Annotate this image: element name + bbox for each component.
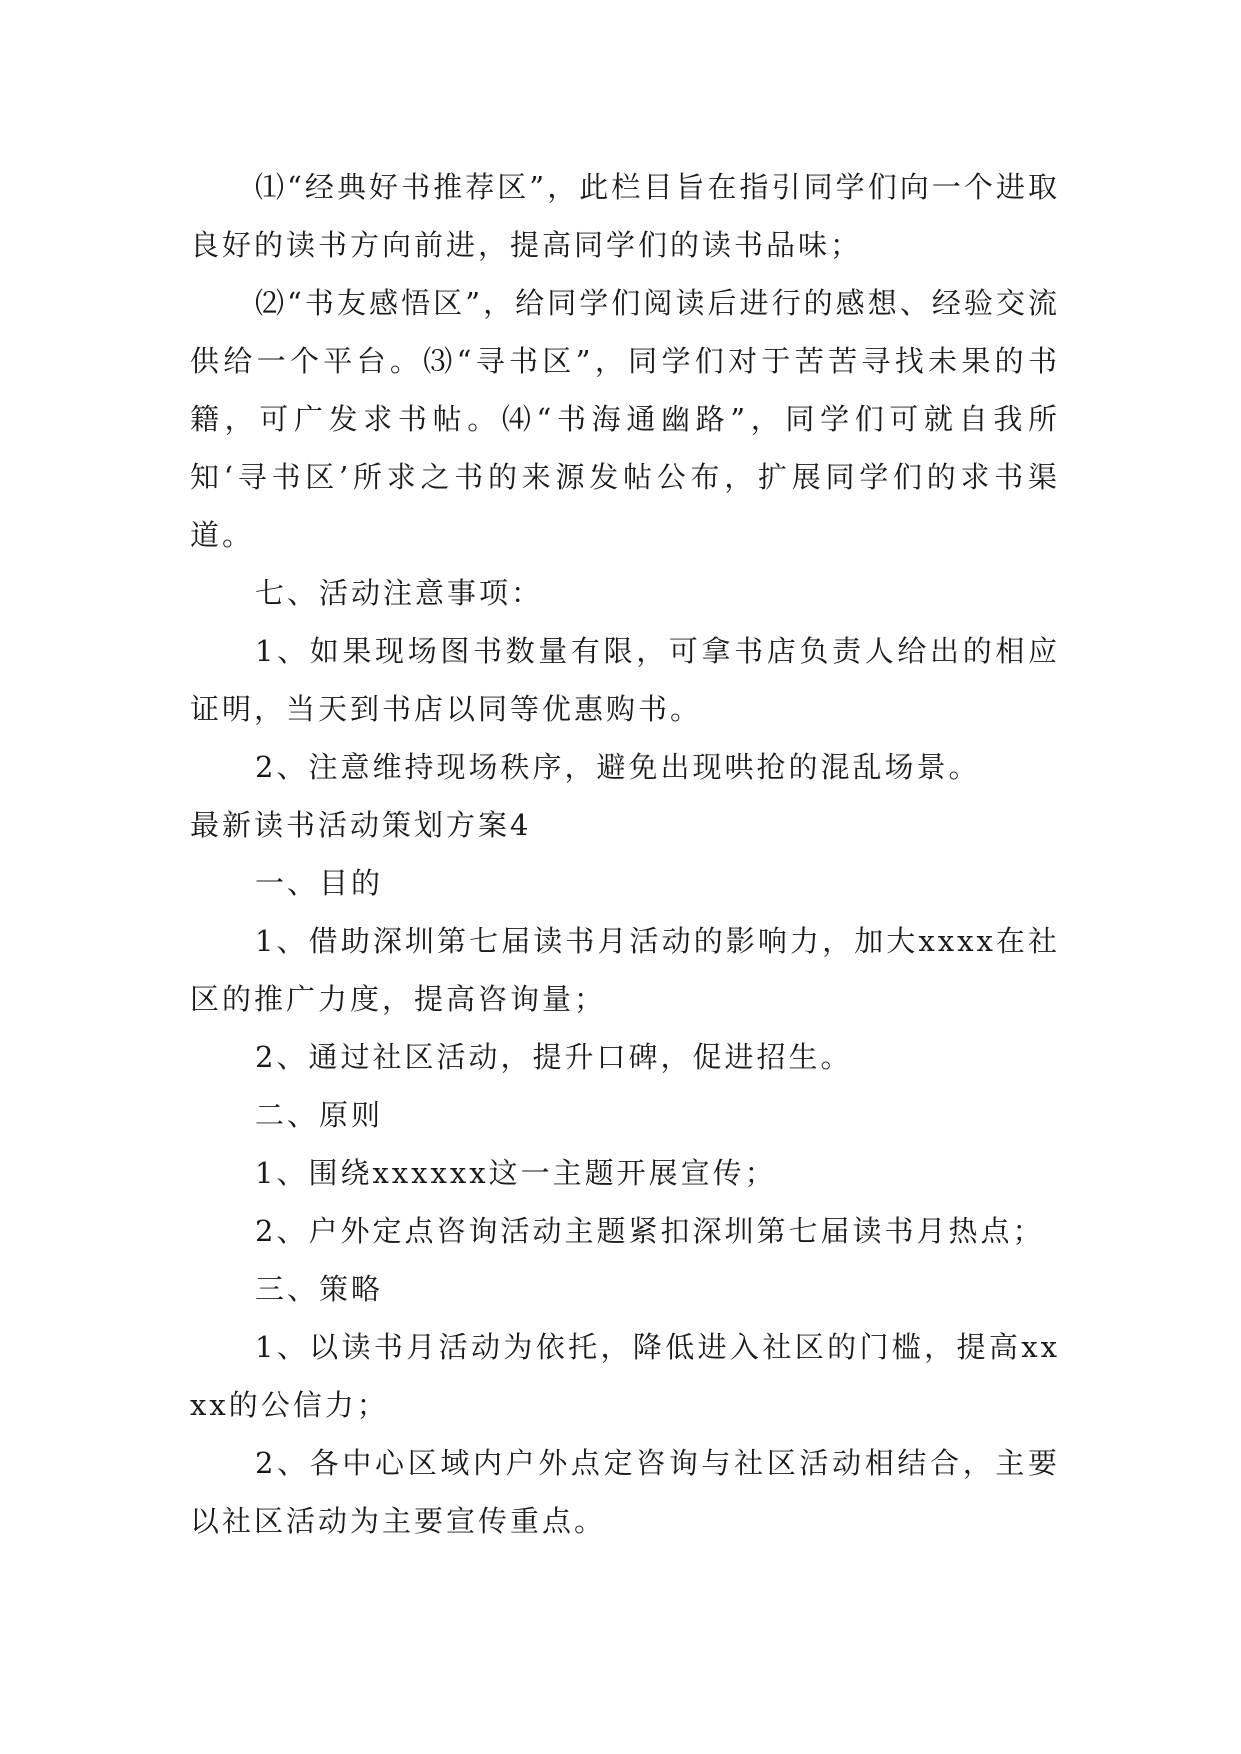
paragraph-note-2: 2、注意维持现场秩序，避免出现哄抢的混乱场景。 [255,750,981,784]
paragraph-section-2-4: ⑵“书友感悟区”，给同学们阅读后进行的感想、经验交流供给一个平台。⑶“寻书区”，同学们对于苦苦寻找未果的书籍，可广发求书帖。⑷“书海通幽路”，同学们可就自我所知‘寻书区’所求之书的来源发帖公布，扩展同学们的求书渠道。 [190,286,1060,552]
paragraph-strategy-2: 2、各中心区域内户外点定咨询与社区活动相结合，主要以社区活动为主要宣传重点。 [190,1446,1060,1538]
heading-principles: 二、原则 [255,1098,384,1132]
paragraph-purpose-2: 2、通过社区活动，提升口碑，促进招生。 [255,1040,853,1074]
paragraph-note-1: 1、如果现场图书数量有限，可拿书店负责人给出的相应证明，当天到书店以同等优惠购书。 [190,634,1060,726]
heading-purpose: 一、目的 [255,866,384,900]
heading-notes: 七、活动注意事项： [255,576,544,610]
document-body [190,158,1060,1550]
heading-strategy: 三、策略 [255,1272,384,1306]
paragraph-purpose-1: 1、借助深圳第七届读书月活动的影响力，加大xxxx在社区的推广力度，提高咨询量； [190,924,1060,1016]
paragraph-principle-2: 2、户外定点咨询活动主题紧扣深圳第七届读书月热点； [255,1214,1045,1248]
paragraph-principle-1: 1、围绕xxxxxx这一主题开展宣传； [255,1156,777,1190]
document-title: 最新读书活动策划方案4 [190,808,532,842]
paragraph-section-1: ⑴“经典好书推荐区”，此栏目旨在指引同学们向一个进取良好的读书方向前进，提高同学们的读书品味； [190,170,1060,262]
paragraph-strategy-1: 1、以读书月活动为依托，降低进入社区的门槛，提高xxxx的公信力； [190,1330,1060,1422]
